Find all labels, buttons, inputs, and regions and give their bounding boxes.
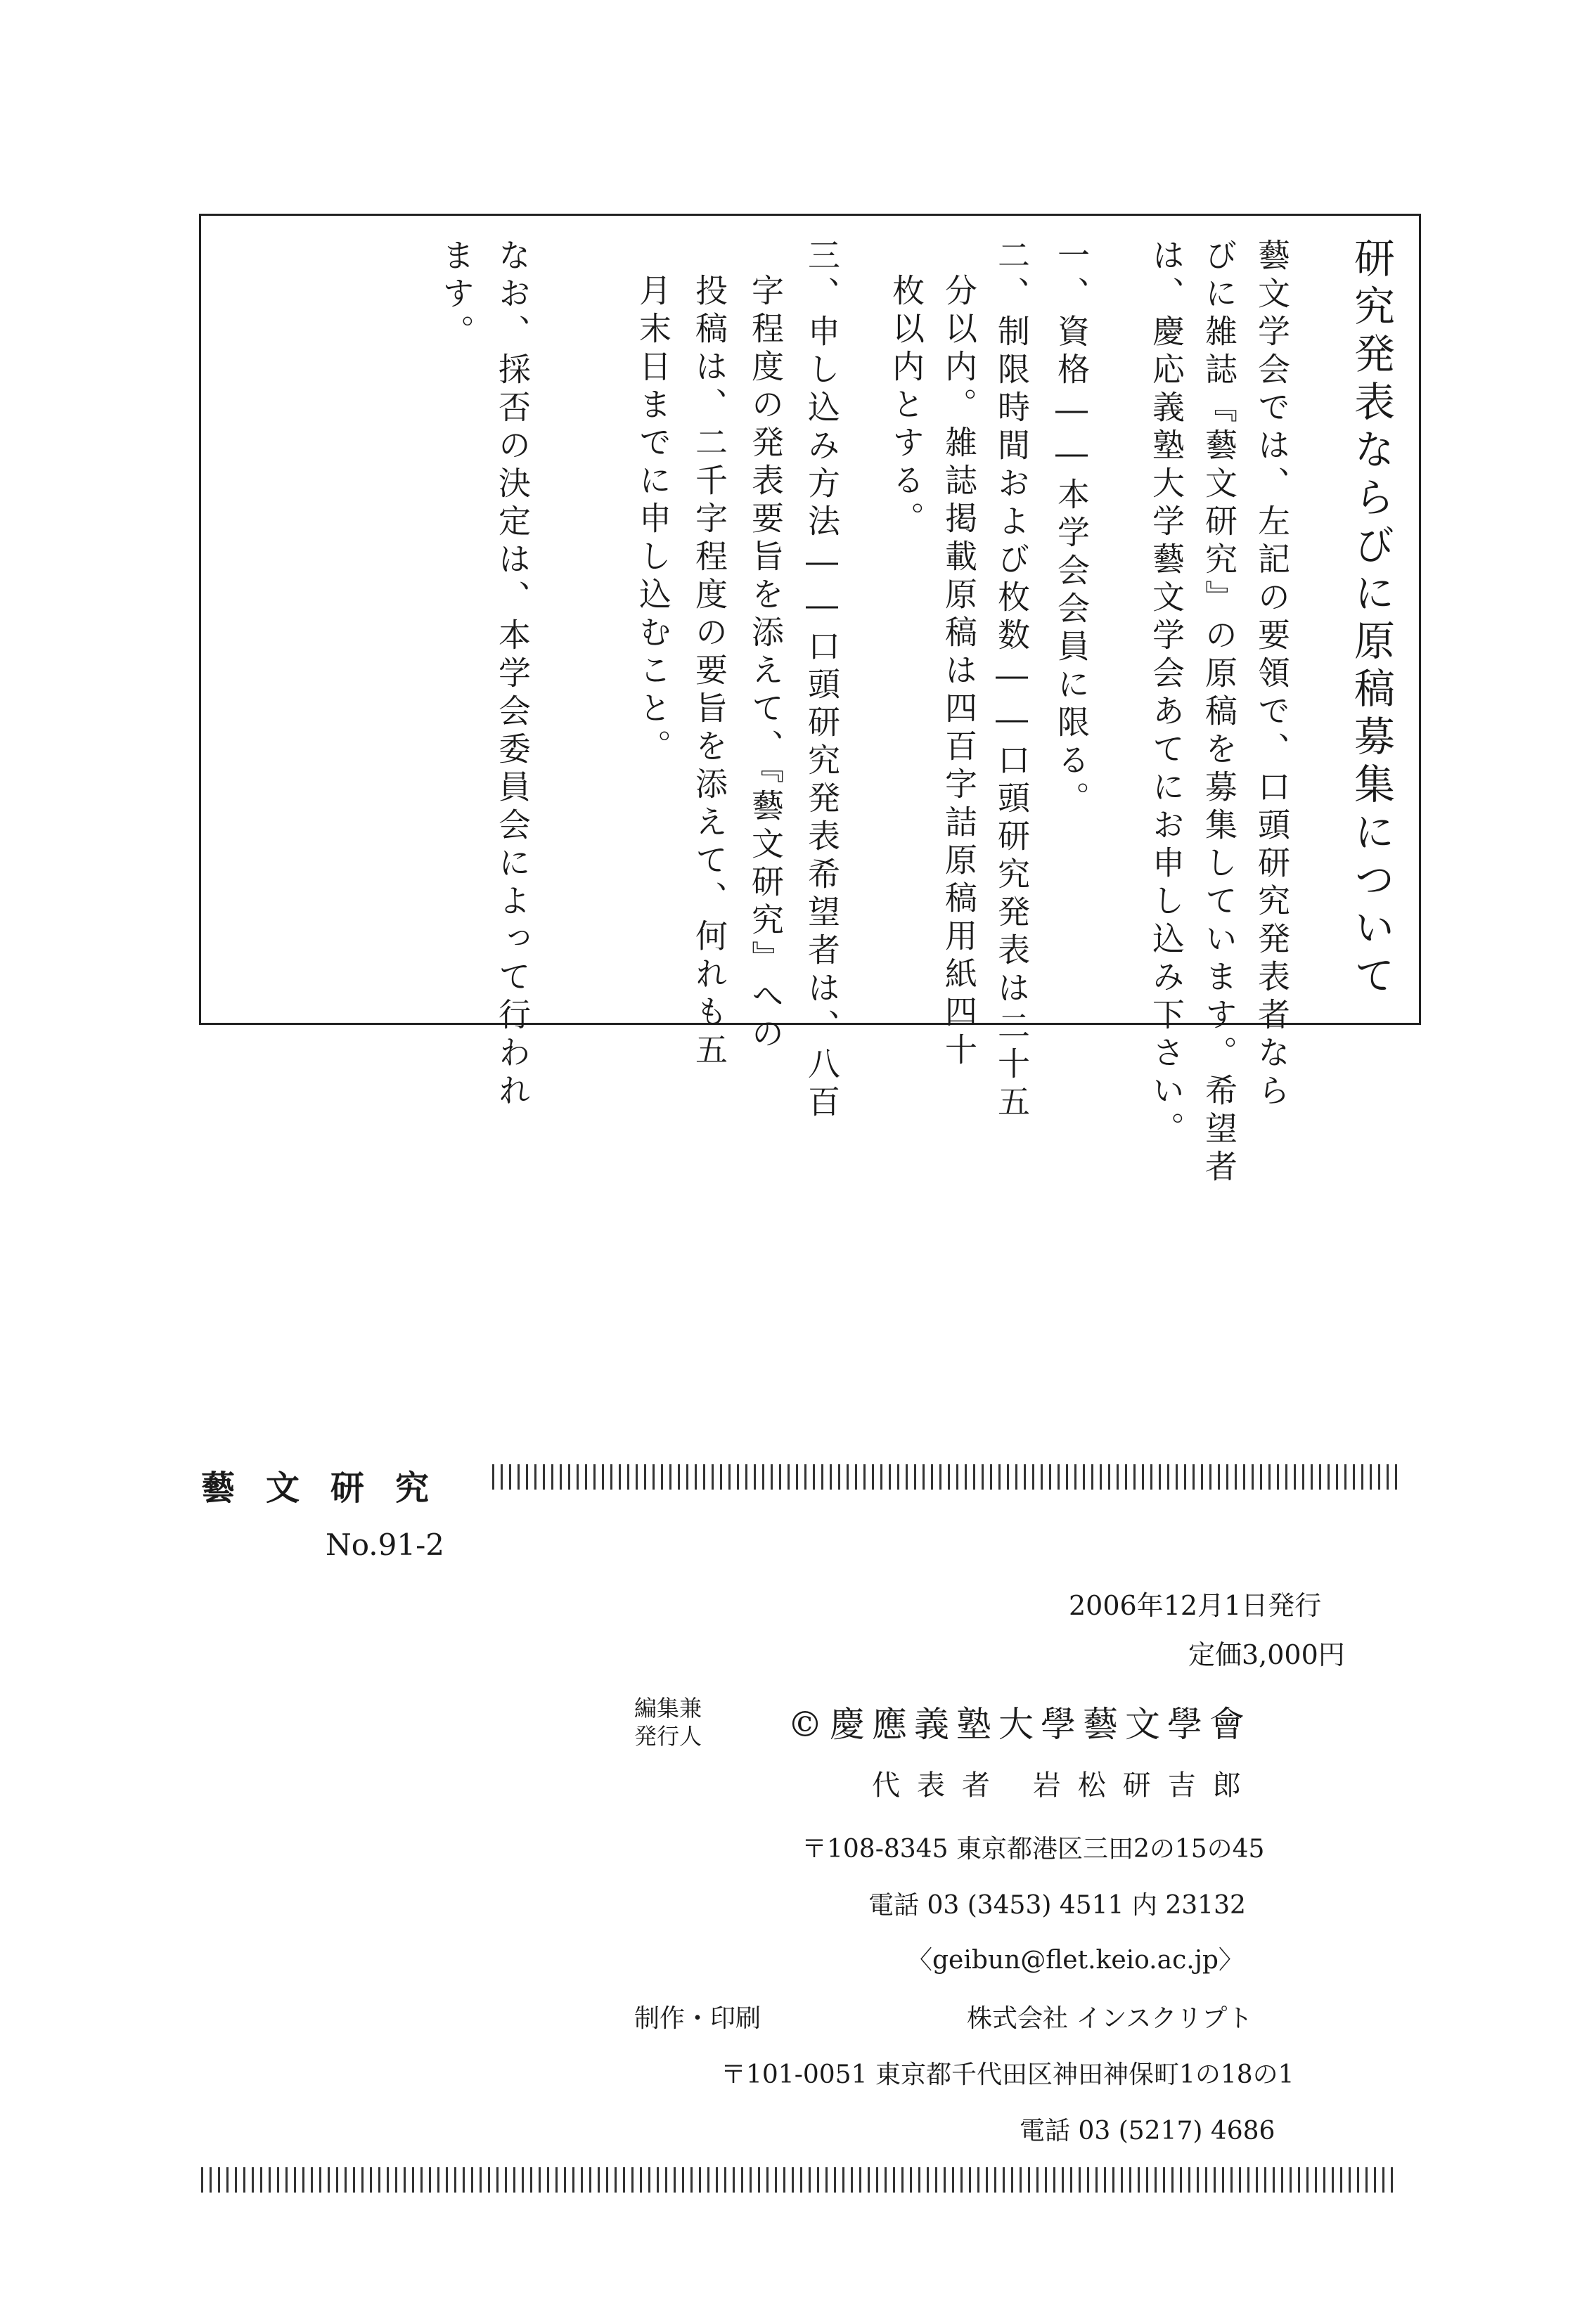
editor-publisher-label [634, 1694, 702, 1750]
printer-name: 株式会社 インスクリプト [967, 2004, 1253, 2033]
decorative-rule-top [492, 1464, 1399, 1490]
production-label: 制作・印刷 [634, 2004, 761, 2033]
notice-box [199, 214, 1421, 1187]
intro-line: は、慶応義塾大学藝文学会あてにお申し込み下さい。 [1148, 238, 1185, 1149]
decorative-rule-bottom [201, 2167, 1399, 2193]
notice-title: 研究発表ならびに原稿募集について [1347, 237, 1395, 1002]
closing-line: なお、採否の決定は、本学会委員会によって行われ [494, 238, 532, 1111]
item-limits-line: 分以内。雑誌掲載原稿は四百字詰原稿用紙四十 [940, 273, 978, 1071]
closing-line: ます。 [437, 238, 475, 352]
item-method-line: 字程度の発表要旨を添えて、『藝文研究』への [747, 273, 785, 1054]
editor-publisher-label-line: 編集兼 [634, 1695, 702, 1722]
journal-title: 藝文研究 [201, 1468, 461, 1508]
printer-phone: 電話 03 (5217) 4686 [1020, 2117, 1275, 2145]
intro-line: 藝文学会では、左記の要領で、口頭研究発表者なら [1253, 238, 1291, 1111]
item-limits-line: 枚以内とする。 [887, 273, 925, 539]
publisher-email: 〈geibun@flet.keio.ac.jp〉 [907, 1946, 1244, 1975]
item-limits-line: 二、制限時間および枚数――口頭研究発表は二十五 [993, 238, 1031, 1123]
item-method-line: 三、申し込み方法――口頭研究発表希望者は、八百 [803, 238, 841, 1123]
editor-publisher-label-line: 発行人 [634, 1723, 702, 1750]
publisher-address: 〒108-8345 東京都港区三田2の15の45 [802, 1835, 1265, 1864]
item-qualification: 一、資格――本学会会員に限る。 [1053, 238, 1091, 819]
representative: 代表者 岩松研吉郎 [872, 1769, 1258, 1802]
issue-number: No.91-2 [326, 1528, 445, 1562]
item-method-line: 投稿は、二千字程度の要旨を添えて、何れも五 [690, 273, 728, 1071]
item-method-line: 月末日までに申し込むこと。 [634, 273, 672, 767]
publication-date: 2006年12月1日発行 [1069, 1590, 1322, 1621]
publisher-phone: 電話 03 (3453) 4511 内 23132 [868, 1891, 1246, 1920]
publisher-name: ©慶應義塾大學藝文學會 [788, 1704, 1252, 1745]
intro-line: びに雑誌『藝文研究』の原稿を募集しています。希望者 [1200, 238, 1238, 1187]
printer-address: 〒101-0051 東京都千代田区神田神保町1の18の1 [721, 2060, 1294, 2089]
price: 定価3,000円 [1188, 1639, 1345, 1670]
